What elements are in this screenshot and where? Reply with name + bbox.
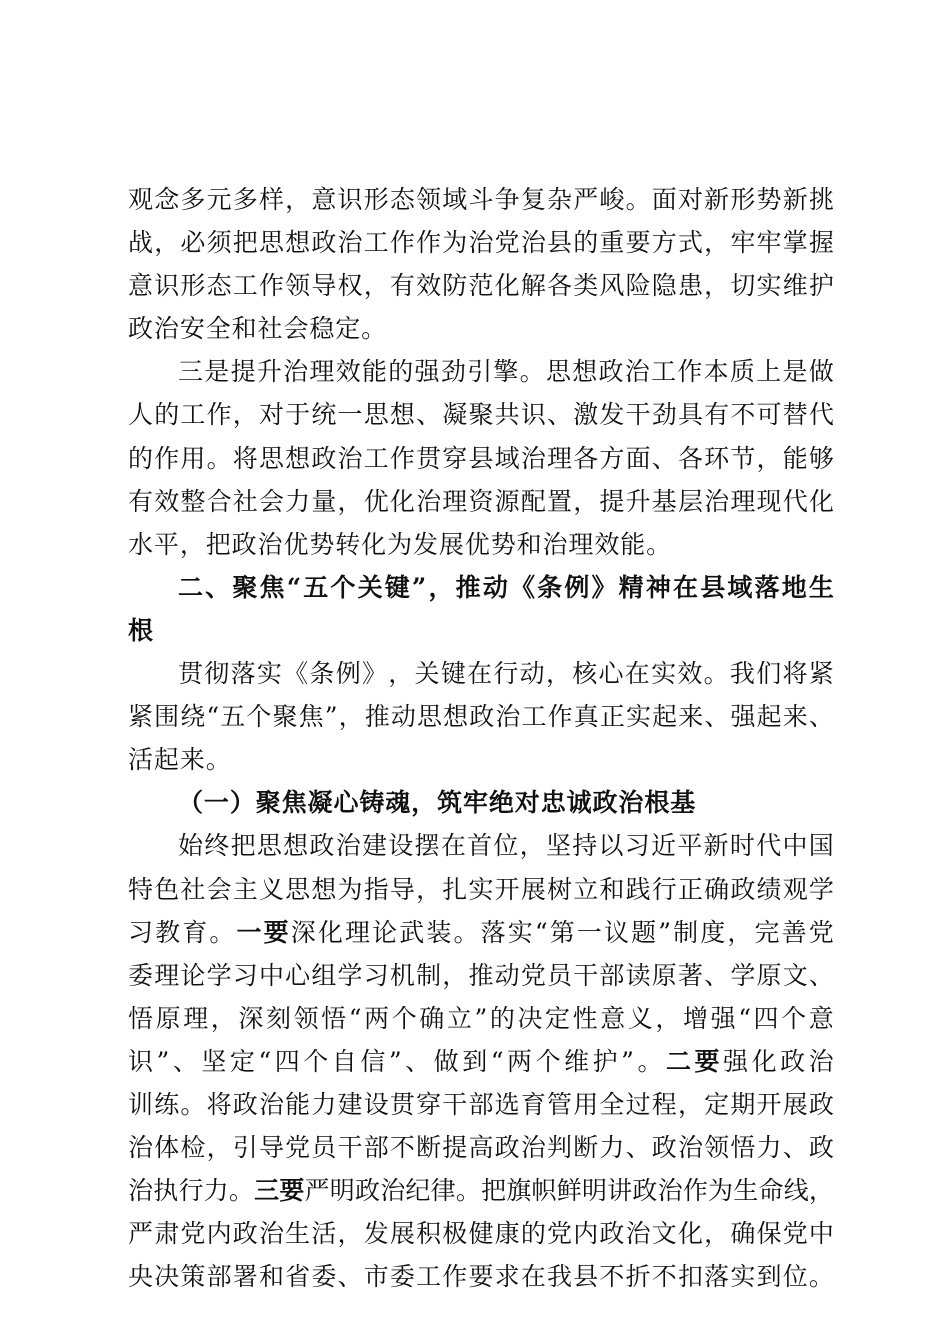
section-heading-line: 根 [128, 615, 154, 645]
body-text-line: 有 效 整 合 社 会 力 量 ， 优 化 治 理 资 源 配 置 ， 提 升 基 层 治 理 现 代 化 [128, 486, 834, 516]
body-text-line: 政治安全和社会稳定。 [128, 314, 388, 344]
section-heading-line: 二 、 聚 焦 “ 五 个 关 键 ” ， 推 动 《 条 例 》 精 神 在 县 域 落 地 生 [178, 572, 834, 602]
document-page [128, 178, 834, 1298]
body-text-line: 水平，把政治优势转化为发展优势和治理效能。 [128, 529, 673, 559]
body-text-line: 悟 原 理 ， 深 刻 领 悟 “ 两 个 确 立 ” 的 决 定 性 意 义 ， 增 强 “ 四 个 意 [128, 1003, 834, 1033]
body-text-line: 战 ， 必 须 把 思 想 政 治 工 作 作 为 治 党 治 县 的 重 要 方 式 ， 牢 牢 掌 握 [128, 228, 834, 258]
body-text-line: 委 理 论 学 习 中 心 组 学 习 机 制 ， 推 动 党 员 干 部 读 原 著 、 学 原 文 、 [128, 960, 834, 990]
body-text-line: 观 念 多 元 多 样 ， 意 识 形 态 领 域 斗 争 复 杂 严 峻 。 面 对 新 形 势 新 挑 [128, 185, 834, 214]
body-text-line: 人 的 工 作 ， 对 于 统 一 思 想 、 凝 聚 共 识 、 激 发 干 劲 具 有 不 可 替 代 [128, 400, 834, 430]
body-text-line: 习 教 育 。 一 要 深 化 理 论 武 装 。 落 实 “ 第 一 议 题 ” 制 度 ， 完 善 党 [128, 917, 834, 947]
body-text-line: 意 识 形 态 工 作 领 导 权 ， 有 效 防 范 化 解 各 类 风 险 隐 患 ， 切 实 维 护 [128, 271, 834, 301]
body-text-line: 治 体 检 ， 引 导 党 员 干 部 不 断 提 高 政 治 判 断 力 、 政 治 领 悟 力 、 政 [128, 1133, 834, 1163]
body-text-line: 识 ” 、 坚 定 “ 四 个 自 信 ” 、 做 到 “ 两 个 维 护 ” 。 二 要 强 化 政 治 [128, 1046, 834, 1076]
body-text-line: 紧 围 绕 “ 五 个 聚 焦 ” ， 推 动 思 想 政 治 工 作 真 正 实 起 来 、 强 起 来 、 [128, 702, 834, 732]
body-text-line: 的 作 用 。 将 思 想 政 治 工 作 贯 穿 县 域 治 理 各 方 面 、 各 环 节 ， 能 够 [128, 443, 834, 473]
body-text-line: 活起来。 [128, 745, 232, 775]
body-text-line: 贯 彻 落 实 《 条 例 》 ， 关 键 在 行 动 ， 核 心 在 实 效 。 我 们 将 紧 [178, 659, 834, 689]
body-text-line: 央 决 策 部 署 和 省 委 、 市 委 工 作 要 求 在 我 县 不 折 不 扣 落 实 到 位 。 [128, 1262, 834, 1292]
body-text-line: 三 是 提 升 治 理 效 能 的 强 劲 引 擎 。 思 想 政 治 工 作 本 质 上 是 做 [178, 357, 834, 387]
body-text-line: 治 执 行 力 。 三 要 严 明 政 治 纪 律 。 把 旗 帜 鲜 明 讲 政 治 作 为 生 命 线 ， [128, 1176, 834, 1206]
body-text-line: 始 终 把 思 想 政 治 建 设 摆 在 首 位 ， 坚 持 以 习 近 平 新 时 代 中 国 [178, 831, 834, 861]
body-text-line: 训 练 。 将 政 治 能 力 建 设 贯 穿 干 部 选 育 管 用 全 过 程 ， 定 期 开 展 政 [128, 1089, 834, 1119]
section-heading-line: （一）聚焦凝心铸魂，筑牢绝对忠诚政治根基 [178, 788, 697, 818]
body-text-line: 特 色 社 会 主 义 思 想 为 指 导 ， 扎 实 开 展 树 立 和 践 行 正 确 政 绩 观 学 [128, 874, 834, 904]
body-text-line: 严 肃 党 内 政 治 生 活 ， 发 展 积 极 健 康 的 党 内 政 治 文 化 ， 确 保 党 中 [128, 1219, 834, 1249]
